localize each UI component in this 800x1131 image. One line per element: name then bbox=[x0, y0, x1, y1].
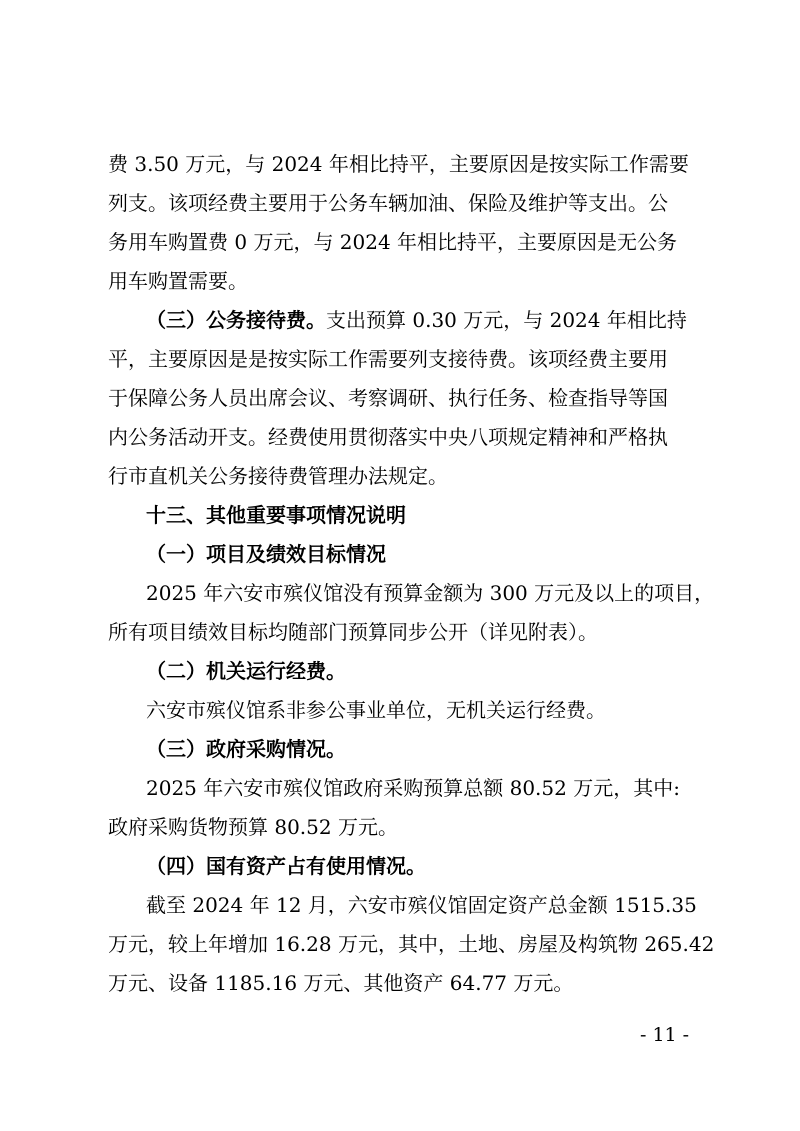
line-text: 截至 2024 年 12 月，六安市殡仪馆固定资产总金额 1515.35 bbox=[146, 893, 697, 917]
paragraph-line bbox=[108, 222, 800, 262]
line-text: 支出预算 0.30 万元，与 2024 年相比持 bbox=[326, 308, 687, 332]
paragraph-line bbox=[108, 339, 800, 379]
line-text: 务用车购置费 0 万元，与 2024 年相比持平，主要原因是无公务 bbox=[108, 230, 678, 254]
subsection-title-text: （四）国有资产占有使用情况。 bbox=[146, 854, 426, 878]
line-text: 内公务活动开支。经费使用贯彻落实中央八项规定精神和严格执 bbox=[108, 425, 668, 449]
subsection-title-text: （二）机关运行经费。 bbox=[146, 659, 346, 683]
paragraph-line bbox=[146, 885, 800, 925]
line-text: 用车购置需要。 bbox=[108, 269, 248, 293]
paragraph-line bbox=[108, 417, 800, 457]
line-text: 费 3.50 万元，与 2024 年相比持平，主要原因是按实际工作需要 bbox=[108, 152, 689, 176]
paragraph-line bbox=[146, 690, 800, 730]
paragraph-line bbox=[108, 612, 800, 652]
line-text: 六安市殡仪馆系非参公事业单位，无机关运行经费。 bbox=[146, 698, 606, 722]
paragraph-line bbox=[108, 456, 800, 496]
subsection-title bbox=[146, 651, 800, 691]
line-text: 政府采购货物预算 80.52 万元。 bbox=[108, 815, 398, 839]
paragraph-line bbox=[108, 963, 800, 1003]
section-heading: （三）公务接待费。 bbox=[146, 308, 326, 332]
paragraph-line bbox=[146, 768, 800, 808]
paragraph-line bbox=[108, 144, 800, 184]
paragraph-line bbox=[108, 807, 800, 847]
subsection-title bbox=[146, 729, 800, 769]
line-text: 于保障公务人员出席会议、考察调研、执行任务、检查指导等国 bbox=[108, 386, 668, 410]
paragraph-line bbox=[108, 378, 800, 418]
page-number: - 11 - bbox=[640, 1024, 690, 1046]
paragraph-line bbox=[108, 183, 800, 223]
line-text: 列支。该项经费主要用于公务车辆加油、保险及维护等支出。公 bbox=[108, 191, 668, 215]
paragraph-line bbox=[146, 300, 800, 340]
subsection-title-text: （三）政府采购情况。 bbox=[146, 737, 346, 761]
line-text: 所有项目绩效目标均随部门预算同步公开（详见附表）。 bbox=[108, 620, 598, 644]
subsection-title-text: （一）项目及绩效目标情况 bbox=[146, 542, 386, 566]
line-text: 2025 年六安市殡仪馆政府采购预算总额 80.52 万元，其中: bbox=[146, 776, 680, 800]
section-title-text: 十三、其他重要事项情况说明 bbox=[146, 503, 406, 527]
line-text: 万元、设备 1185.16 万元、其他资产 64.77 万元。 bbox=[108, 971, 574, 995]
line-text: 行市直机关公务接待费管理办法规定。 bbox=[108, 464, 448, 488]
line-text: 平，主要原因是是按实际工作需要列支接待费。该项经费主要用 bbox=[108, 347, 668, 371]
line-text: 2025 年六安市殡仪馆没有预算金额为 300 万元及以上的项目， bbox=[146, 581, 715, 605]
paragraph-line bbox=[108, 924, 800, 964]
subsection-title bbox=[146, 846, 800, 886]
section-title bbox=[146, 495, 800, 535]
line-text: 万元，较上年增加 16.28 万元，其中，土地、房屋及构筑物 265.42 bbox=[108, 932, 715, 956]
subsection-title bbox=[146, 534, 800, 574]
paragraph-line bbox=[108, 261, 800, 301]
paragraph-line bbox=[146, 573, 800, 613]
